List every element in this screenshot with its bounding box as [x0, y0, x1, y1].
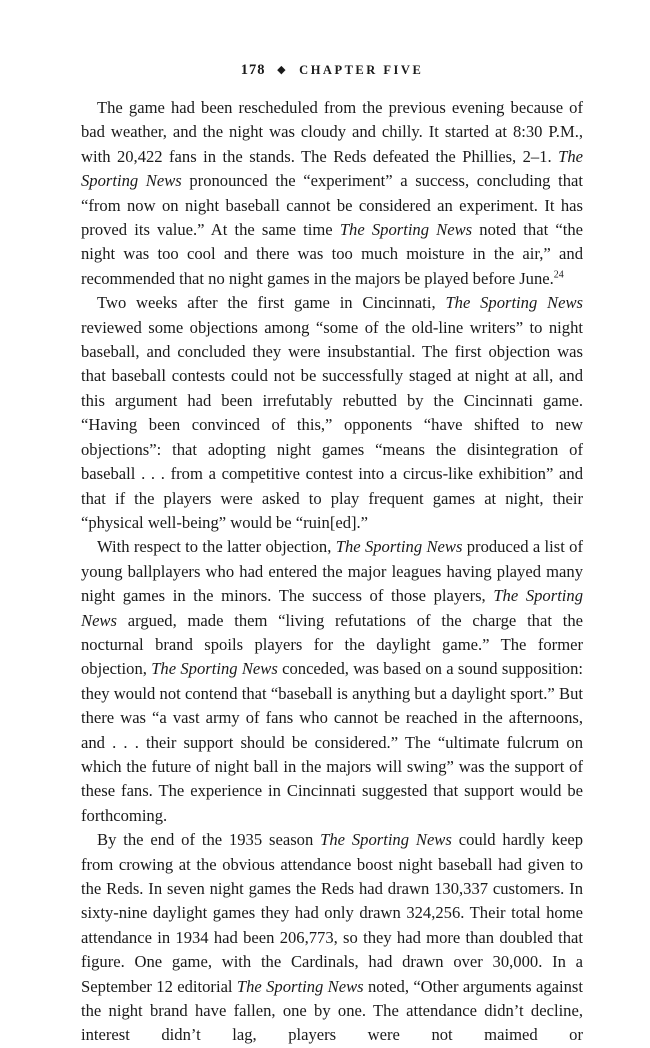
text-run: Two weeks after the first game in Cincinnati,: [97, 293, 446, 313]
italic-title: The Sporting News: [81, 586, 584, 630]
footnote-marker: 24: [553, 269, 564, 281]
paragraph: [81, 828, 583, 1048]
book-page: [81, 62, 583, 1048]
text-run: By the end of the 1935 season: [97, 830, 321, 850]
text-run: argued, made them “living refutations of the charge that the nocturnal brand spoils players for the daylight game.” The former objection,: [81, 610, 583, 679]
text-run: With respect to the latter objection,: [97, 537, 336, 557]
text-run: noted that “the night was too cool and there was too much moisture in the air,” and recommended that no night games in the majors be played before June.: [81, 220, 583, 288]
text-run: conceded, was based on a sound supposition: they would not contend that “baseball is anything but a daylight sport.” But there was “a vast army of fans who cannot be reached in the afternoons, and . . . their support should be considered.” The “ultimate fulcrum on which the future of night ball in the majors will swing” was the support of these fans. The experience in Cincinnati suggested that support would be forthcoming.: [81, 659, 584, 825]
chapter-title: CHAPTER FIVE: [299, 63, 424, 77]
italic-title: The Sporting News: [236, 976, 364, 996]
paragraph: [81, 535, 583, 828]
paragraph: [81, 291, 583, 535]
text-run: reviewed some objections among “some of the old-line writers” to night baseball, and concluded they were insubstantial. The first objection was that baseball contests could not be successfully staged at night at all, and this argument had been irrefutably rebutted by the Cincinnati game. “Having been convinced of this,” opponents “have shifted to new objections”: that adopting night games “means the disintegration of baseball . . . from a competitive contest into a circus-like exhibition” and that if the players were asked to play frequent games at night, their “physical well-being” would be “ruin[ed].”: [81, 317, 583, 532]
italic-title: The Sporting News: [151, 659, 278, 679]
text-run: could hardly keep from crowing at the obvious attendance boost night baseball had given to the Reds. In seven night games the Reds had drawn 130,337 customers. In sixty-nine daylight games they had only drawn 324,256. Their total home attendance in 1934 had been 206,773, so they had more than doubled that figure. One game, with the Cardinals, had drawn over 30,000. In a September 12 editorial: [81, 830, 583, 996]
text-run: pronounced the “experiment” a success, concluding that “from now on night baseball cannot be considered an experiment. It has proved its value.” At the same time: [81, 171, 583, 240]
running-header: [81, 62, 583, 79]
diamond-separator-icon: ◆: [277, 64, 288, 76]
italic-title: The Sporting News: [335, 537, 463, 557]
italic-title: The Sporting News: [81, 146, 583, 191]
body-text: [81, 96, 583, 1048]
paragraph: [81, 96, 583, 291]
text-run: produced a list of young ballplayers who had entered the major leagues having played many night games in the minors. The success of those players,: [81, 537, 584, 606]
page-number: 178: [240, 62, 266, 78]
italic-title: The Sporting News: [445, 293, 583, 313]
italic-title: The Sporting News: [339, 220, 473, 240]
italic-title: The Sporting News: [320, 830, 452, 850]
text-run: noted, “Other arguments against the night brand have fallen, one by one. The attendance didn’t decline, interest didn’t lag, players were not maimed or: [81, 976, 583, 1045]
text-run: The game had been rescheduled from the previous evening because of bad weather, and the night was cloudy and chilly. It started at 8:30 P.M., with 20,422 fans in the stands. The Reds defeated the Phillies, 2–1.: [81, 98, 583, 166]
